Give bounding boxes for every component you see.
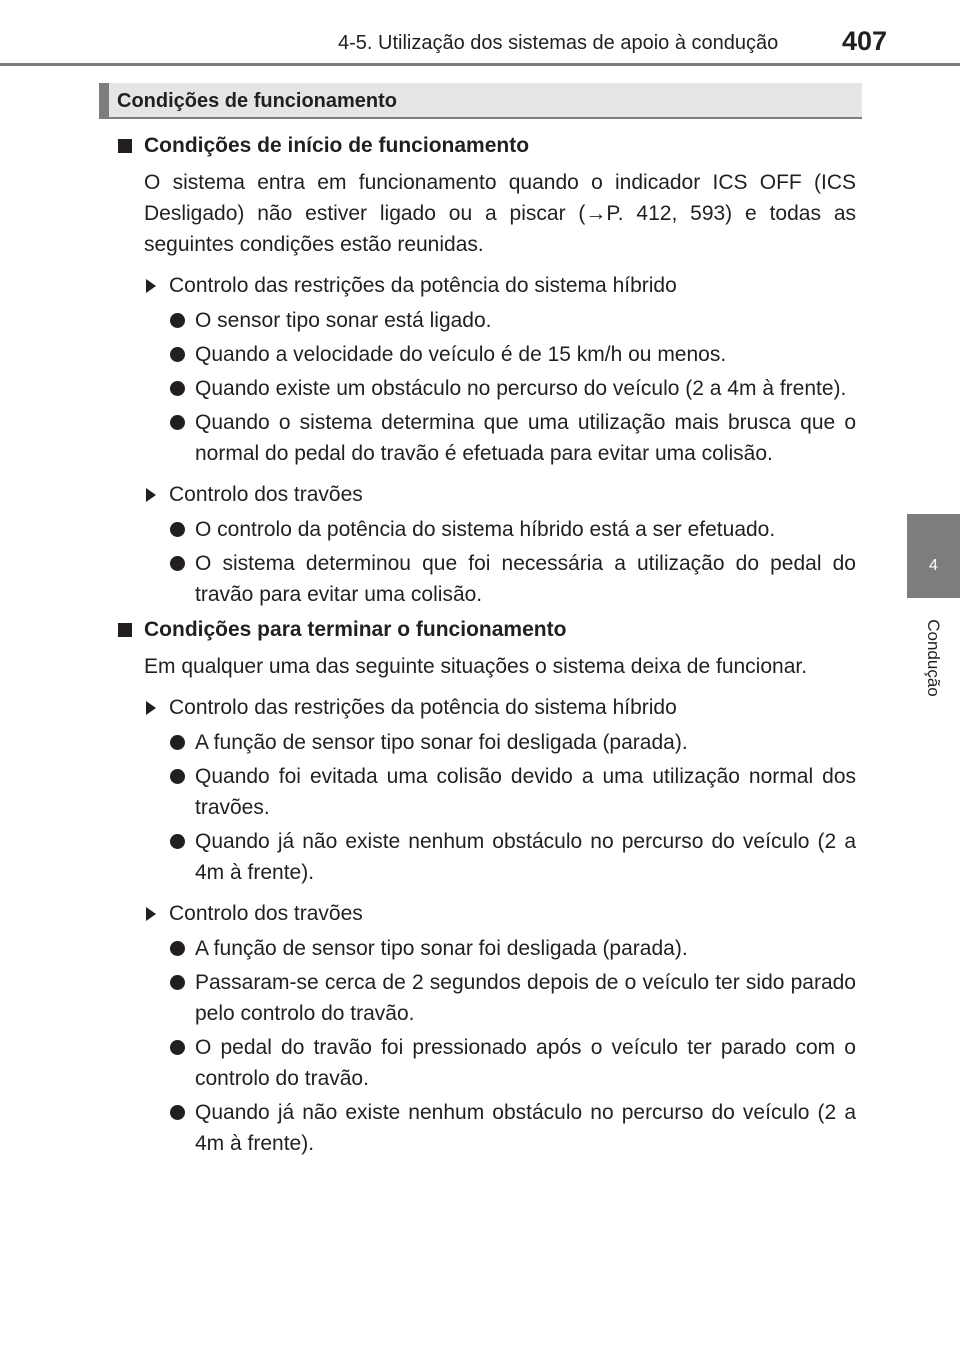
list-item <box>118 761 856 823</box>
circle-bullet-icon <box>170 834 185 849</box>
group-title-text: Controlo dos travões <box>169 483 363 506</box>
list-item <box>118 967 856 1029</box>
circle-bullet-icon <box>170 313 185 328</box>
triangle-bullet-icon <box>146 701 156 715</box>
group-title <box>118 898 856 929</box>
chapter-label-text: Condução <box>924 619 943 697</box>
section-title: Condições de funcionamento <box>117 90 398 112</box>
group-title-text: Controlo dos travões <box>169 902 363 925</box>
circle-bullet-icon <box>170 347 185 362</box>
group-title <box>118 479 856 510</box>
circle-bullet-icon <box>170 1040 185 1055</box>
circle-bullet-icon <box>170 556 185 571</box>
list-item-text: O sistema determinou que foi necessária a utilização do pedal do travão para evitar uma colisão. <box>195 552 856 606</box>
circle-bullet-icon <box>170 975 185 990</box>
chapter-number: 4 <box>929 557 938 574</box>
circle-bullet-icon <box>170 769 185 784</box>
list-item-text: Quando foi evitada uma colisão devido a uma utilização normal dos travões. <box>195 765 856 819</box>
circle-bullet-icon <box>170 415 185 430</box>
square-bullet-icon <box>118 139 132 153</box>
list-item <box>118 373 856 404</box>
group-title <box>118 692 856 723</box>
list-item-text: O sensor tipo sonar está ligado. <box>195 309 492 332</box>
list-item-text: Quando existe um obstáculo no percurso do veículo (2 a 4m à frente). <box>195 377 847 400</box>
header-rule <box>0 63 960 66</box>
list-item <box>118 727 856 758</box>
header-title: 4-5. Utilização dos sistemas de apoio à condução <box>338 32 779 54</box>
circle-bullet-icon <box>170 522 185 537</box>
list-item-text: Passaram-se cerca de 2 segundos depois de o veículo ter sido parado pelo controlo do travão. <box>195 971 856 1025</box>
list-item <box>118 514 856 545</box>
list-item-text: A função de sensor tipo sonar foi desligada (parada). <box>195 731 688 754</box>
list-item-text: A função de sensor tipo sonar foi desligada (parada). <box>195 937 688 960</box>
circle-bullet-icon <box>170 1105 185 1120</box>
list-item-text: Quando a velocidade do veículo é de 15 km/h ou menos. <box>195 343 727 366</box>
list-item <box>118 339 856 370</box>
list-item-text: O controlo da potência do sistema híbrido está a ser efetuado. <box>195 518 776 541</box>
list-item-text: Quando já não existe nenhum obstáculo no percurso do veículo (2 a 4m à frente). <box>195 1101 856 1155</box>
list-item <box>118 407 856 469</box>
paragraph: Em qualquer uma das seguinte situações o sistema deixa de funcionar. <box>144 655 808 678</box>
subheading-end-conditions <box>118 614 856 645</box>
list-item <box>118 548 856 610</box>
section-bar <box>99 83 862 119</box>
group-title-text: Controlo das restrições da potência do sistema híbrido <box>169 274 677 297</box>
list-item-text: Quando o sistema determina que uma utilização mais brusca que o normal do pedal do travão é efetuada para evitar uma colisão. <box>195 411 856 465</box>
triangle-bullet-icon <box>146 488 156 502</box>
subheading-text: Condições de início de funcionamento <box>144 134 530 157</box>
group-title-text: Controlo das restrições da potência do sistema híbrido <box>169 696 677 719</box>
list-item-text: Quando já não existe nenhum obstáculo no percurso do veículo (2 a 4m à frente). <box>195 830 856 884</box>
circle-bullet-icon <box>170 381 185 396</box>
chapter-tab[interactable] <box>907 514 960 598</box>
page-number: 407 <box>842 26 888 56</box>
list-item-text: O pedal do travão foi pressionado após o veículo ter parado com o controlo do travão. <box>195 1036 856 1090</box>
list-item <box>118 1097 856 1159</box>
subheading-start-conditions <box>118 130 856 161</box>
circle-bullet-icon <box>170 941 185 956</box>
chapter-label <box>920 606 946 710</box>
list-item <box>118 933 856 964</box>
triangle-bullet-icon <box>146 279 156 293</box>
content <box>118 126 856 1162</box>
subheading-text: Condições para terminar o funcionamento <box>144 618 567 641</box>
triangle-bullet-icon <box>146 907 156 921</box>
circle-bullet-icon <box>170 735 185 750</box>
list-item <box>118 1032 856 1094</box>
list-item <box>118 305 856 336</box>
paragraph: O sistema entra em funcionamento quando o indicador ICS OFF (ICS Desligado) não estiver ligado ou a piscar (→P. 412, 593) e todas as seguintes condições estão reunidas. <box>144 171 856 256</box>
square-bullet-icon <box>118 623 132 637</box>
list-item <box>118 826 856 888</box>
group-title <box>118 270 856 301</box>
